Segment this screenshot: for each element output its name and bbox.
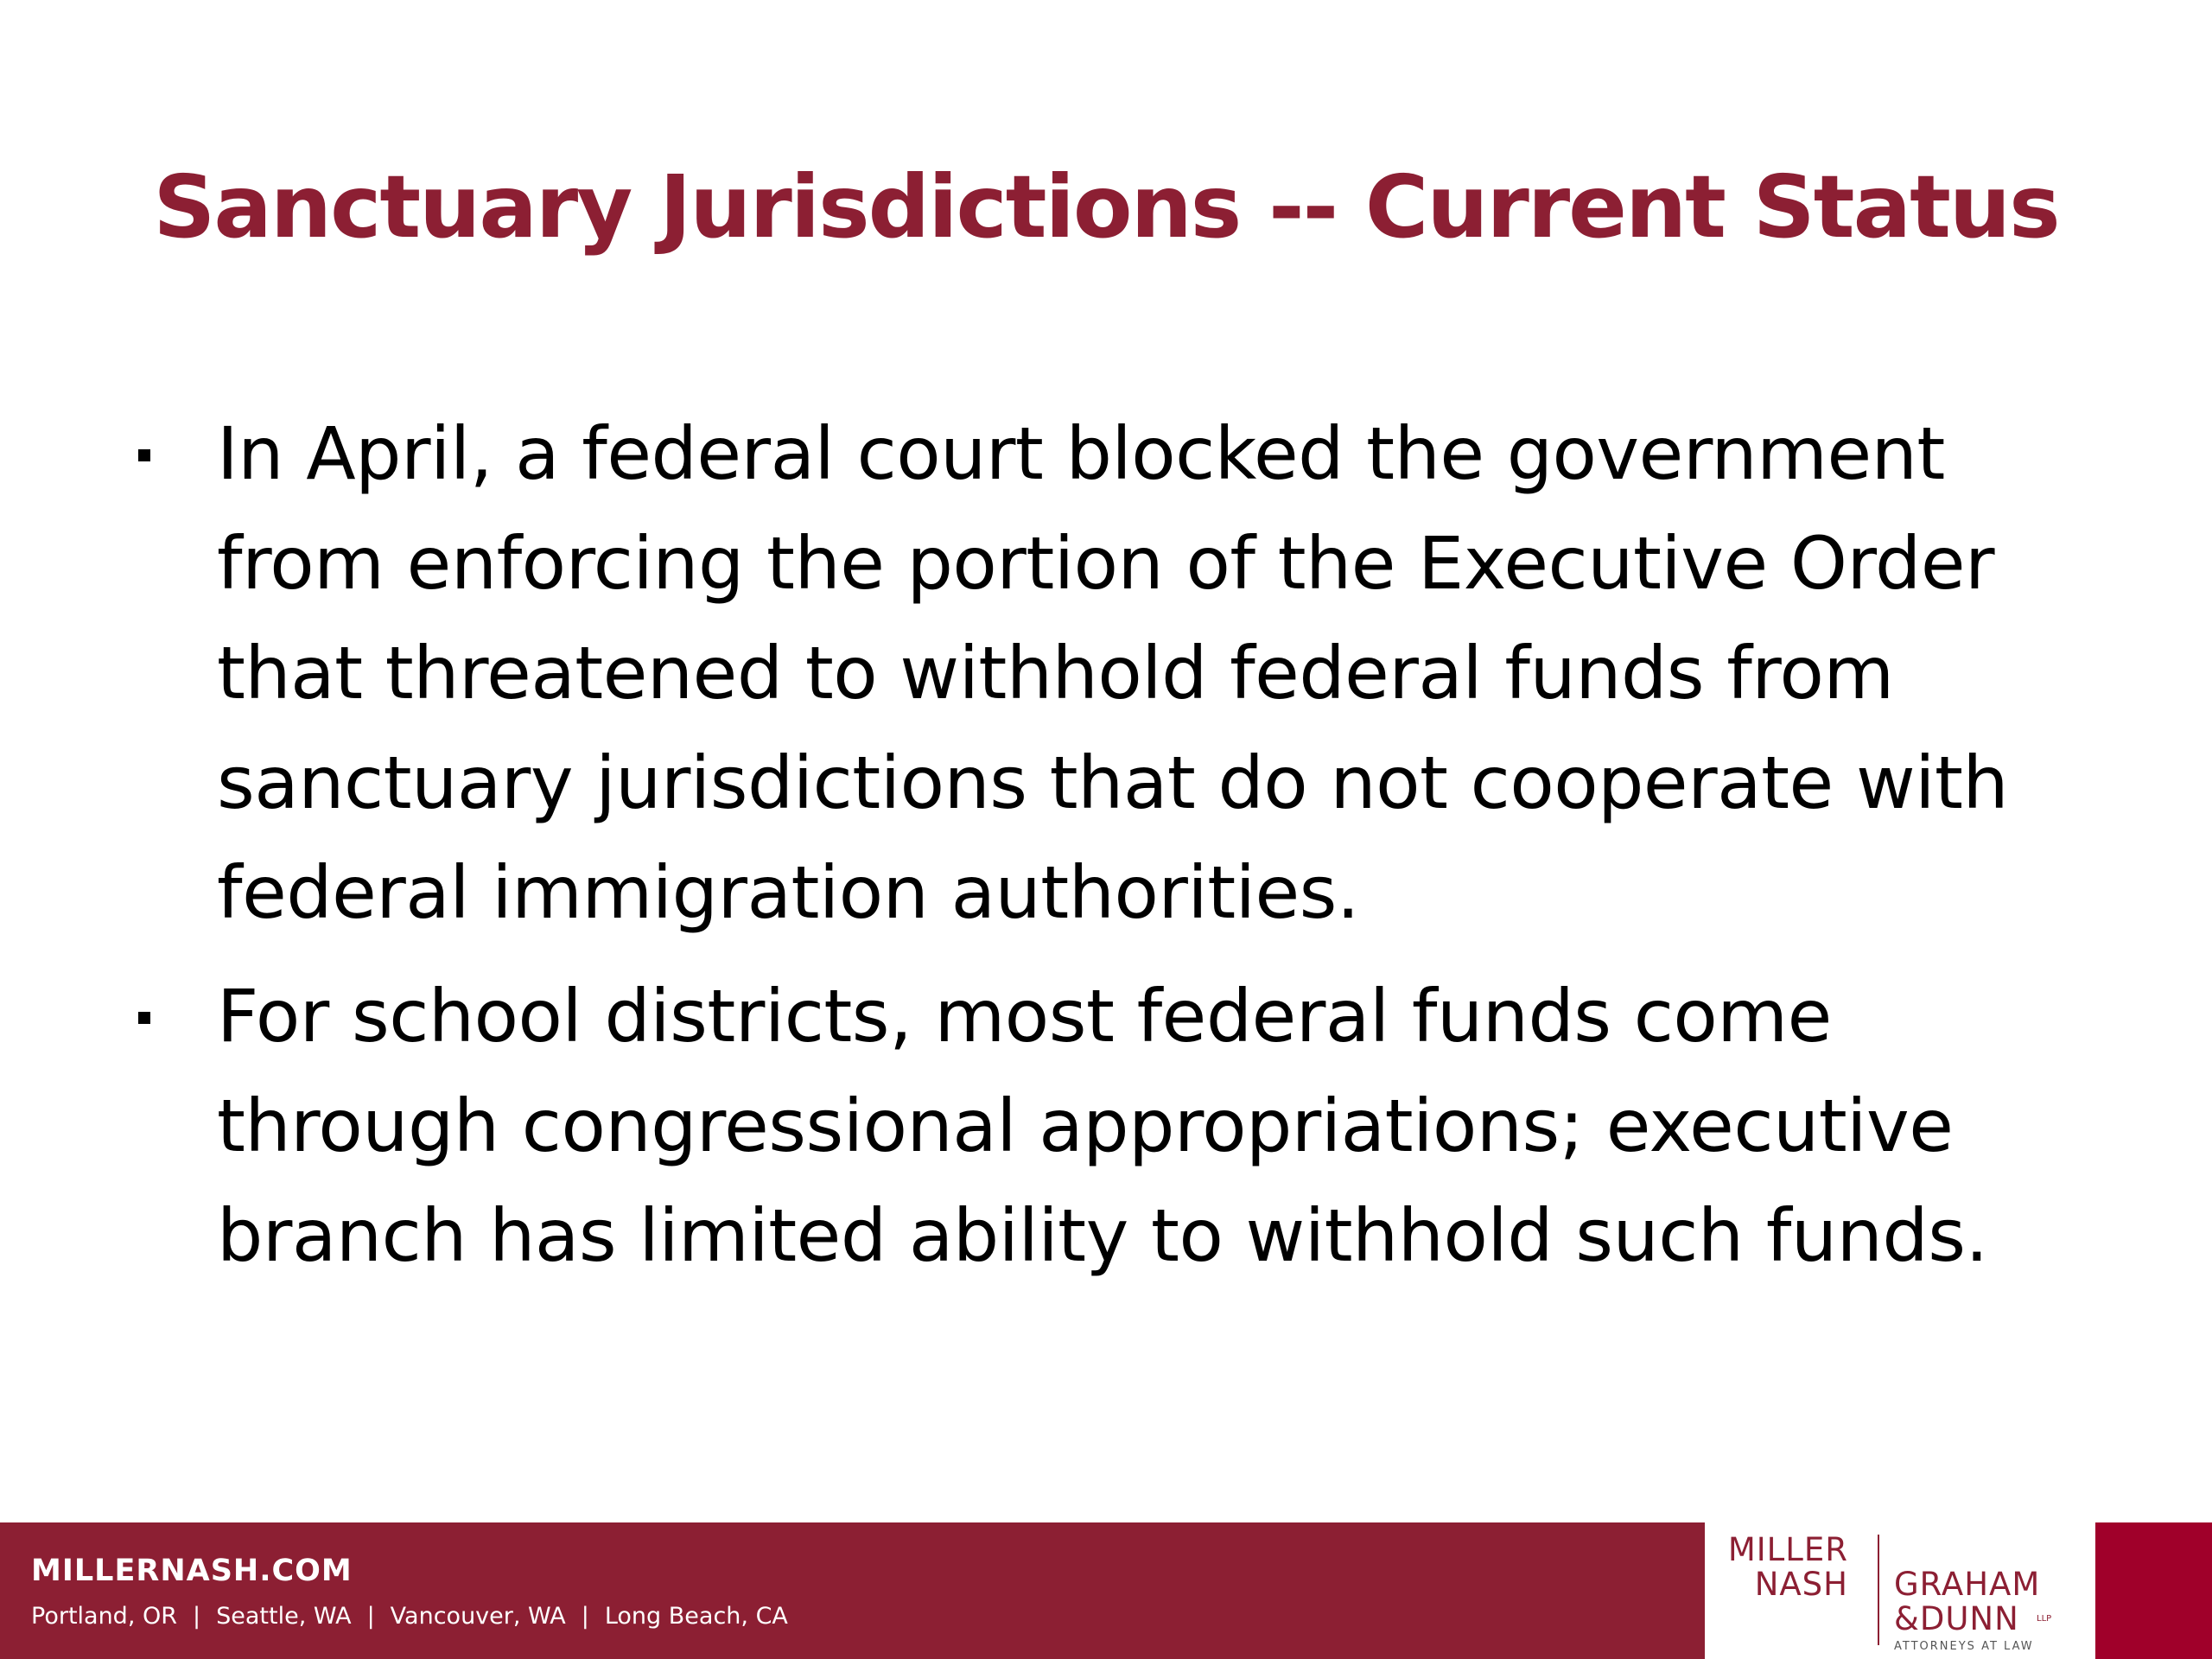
bullet-text: In April, a federal court blocked the government from enforcing the portion of the Executive Order that threatened to withhold federal funds from sanctuary jurisdictions that do not cooperate with federal immigration authorities.: [217, 411, 2009, 935]
location-long-beach: Long Beach, CA: [604, 1603, 788, 1630]
footer-locations: [31, 1602, 788, 1631]
square-bullet-icon: [138, 1012, 150, 1024]
logo-text-llp: LLP: [2037, 1614, 2052, 1624]
location-separator: |: [366, 1603, 375, 1630]
footer-corner-block: [2095, 1522, 2212, 1659]
logo-divider: [1878, 1535, 1879, 1645]
bullet-item: [138, 962, 2117, 1291]
logo-text-miller: MILLER: [1727, 1531, 1848, 1568]
footer-bar: [0, 1522, 1705, 1659]
location-separator: |: [193, 1603, 201, 1630]
bullet-item: [138, 399, 2117, 948]
firm-logo: [1705, 1522, 2095, 1659]
logo-text-graham: GRAHAM: [1894, 1566, 2041, 1603]
bullet-list: [138, 399, 2117, 1305]
location-vancouver: Vancouver, WA: [390, 1603, 566, 1630]
footer-website: MILLERNASH.COM: [31, 1554, 353, 1588]
bullet-text: For school districts, most federal funds come through congressional appropriations; executive branch has limited ability to withhold such funds.: [217, 974, 1988, 1278]
location-portland: Portland, OR: [31, 1603, 178, 1630]
location-seattle: Seattle, WA: [216, 1603, 352, 1630]
square-bullet-icon: [138, 449, 150, 461]
logo-tagline: ATTORNEYS AT LAW: [1894, 1640, 2034, 1653]
location-separator: |: [581, 1603, 589, 1630]
slide-title: Sanctuary Jurisdictions -- Current Status: [153, 156, 2059, 257]
logo-text-dunn: &DUNN: [1894, 1600, 2019, 1637]
logo-text-nash: NASH: [1754, 1566, 1848, 1603]
